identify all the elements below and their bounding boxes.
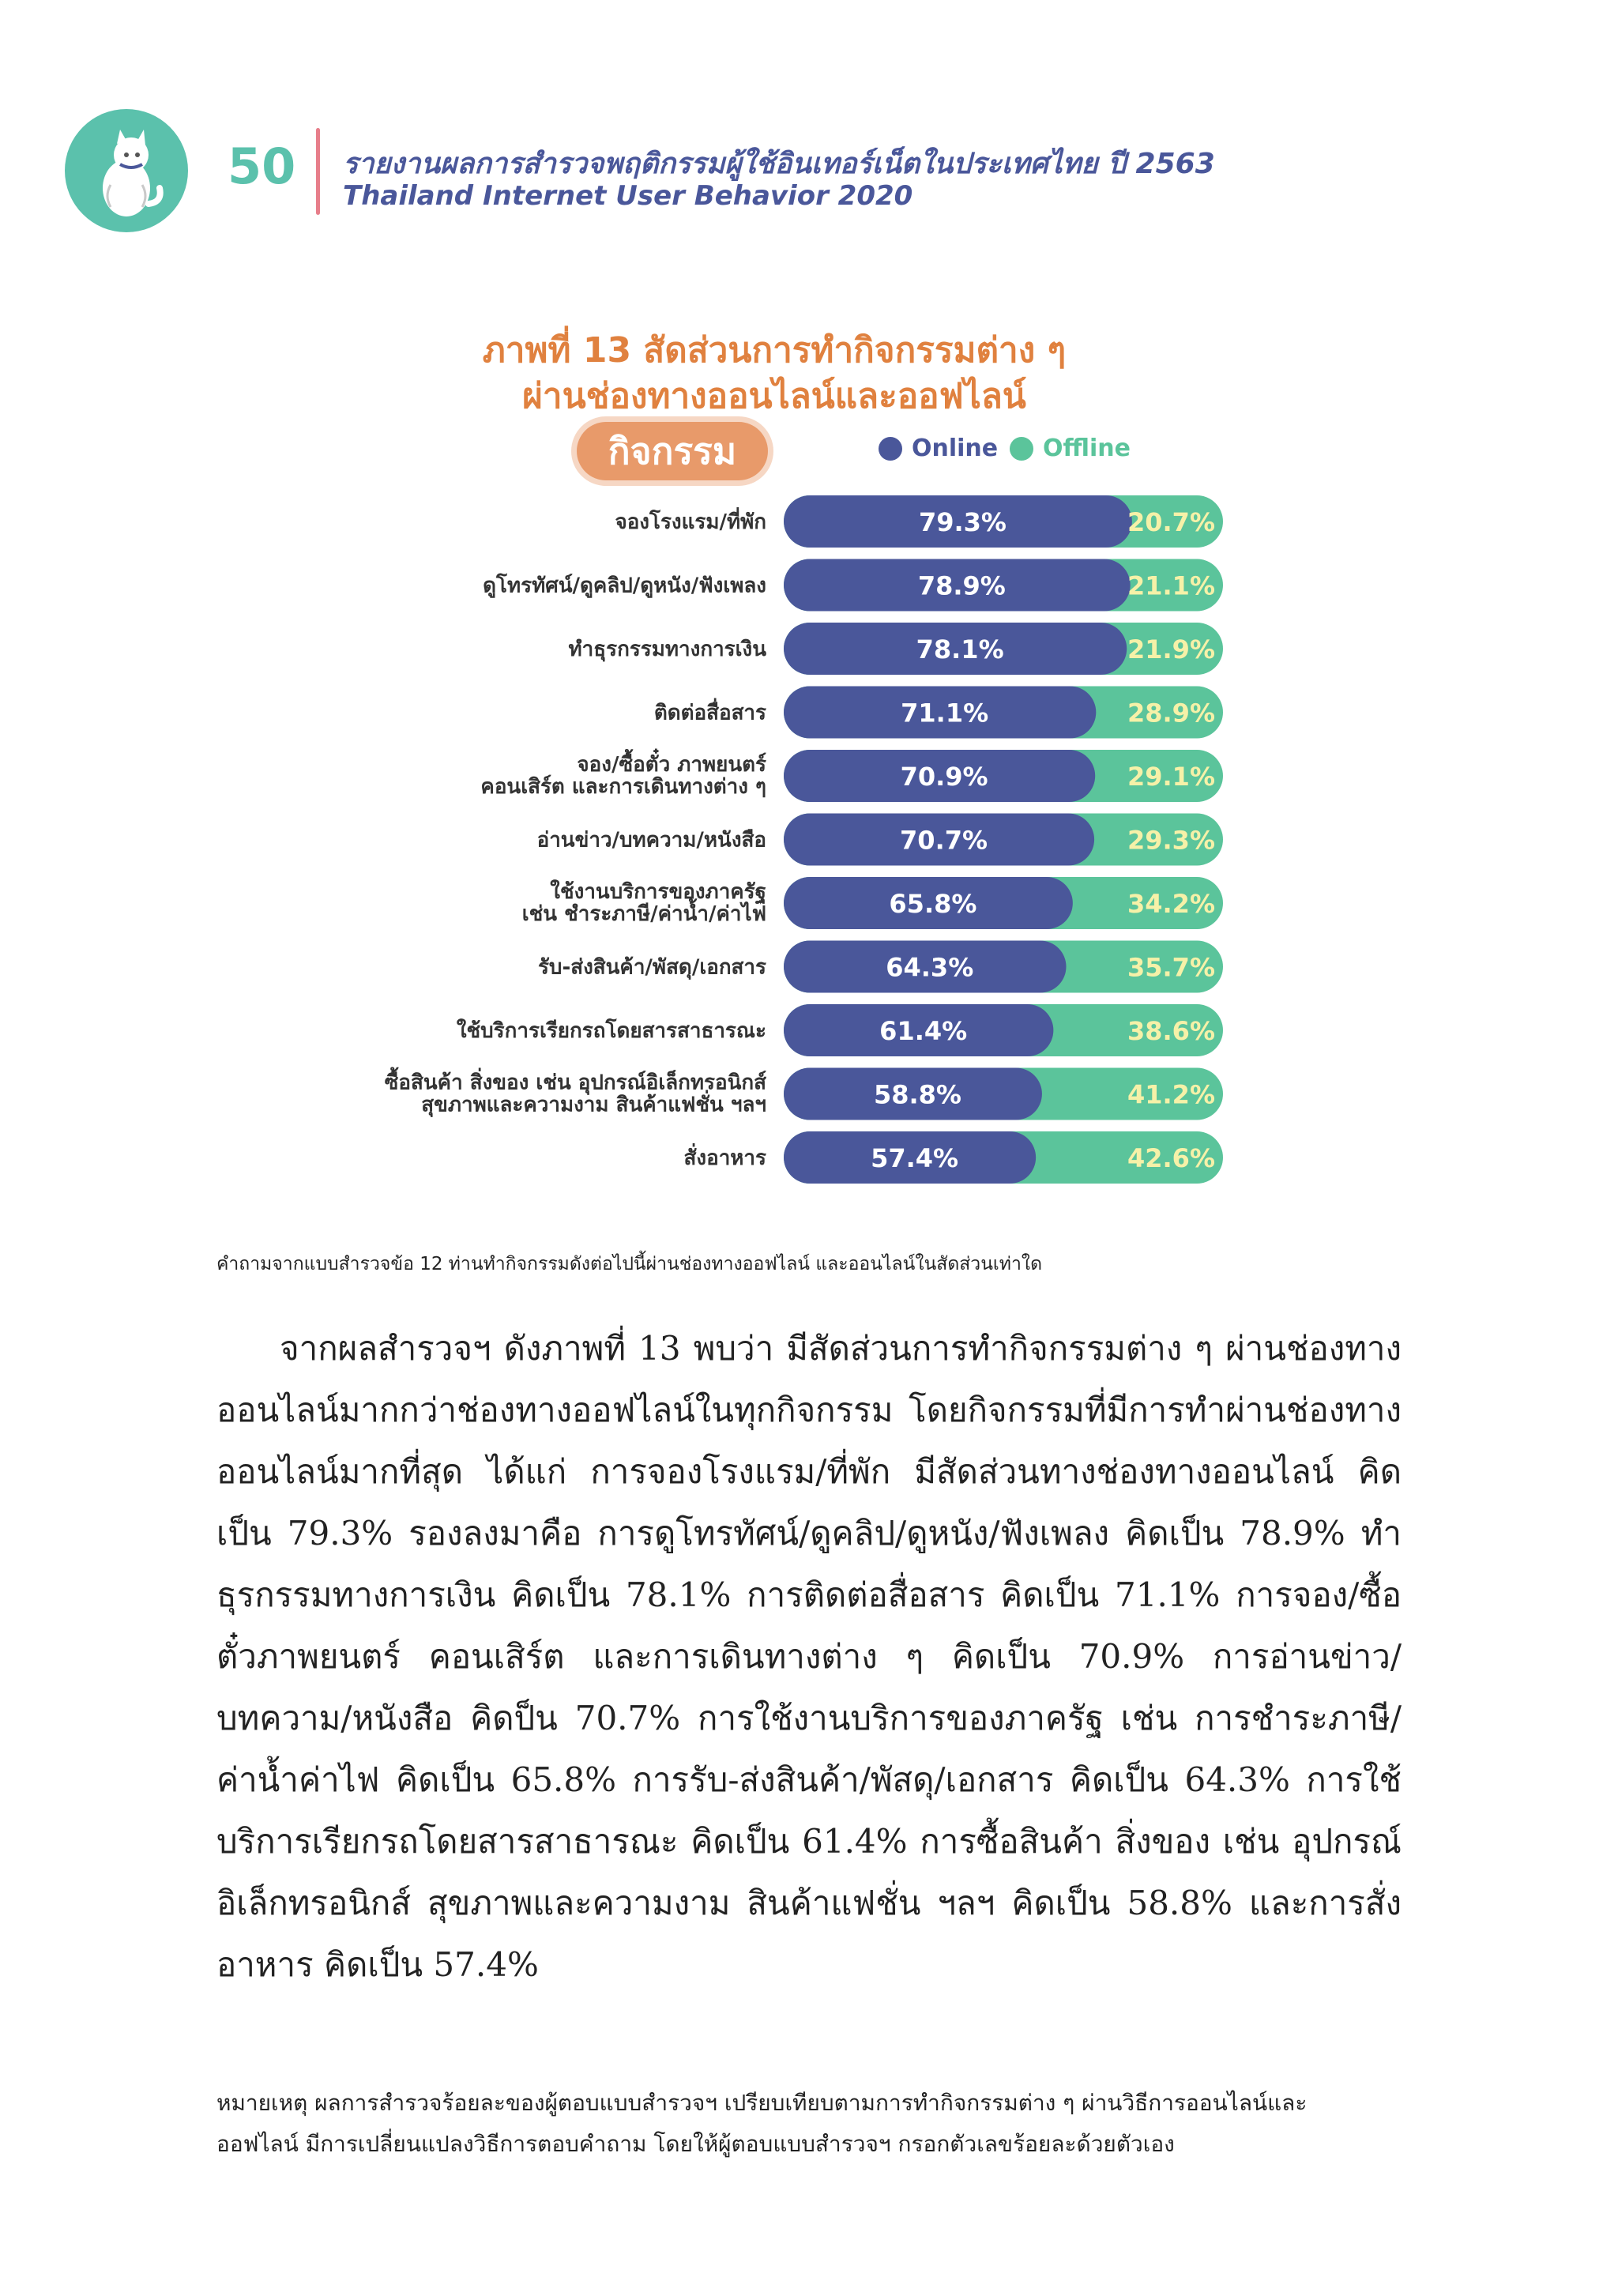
offline-value-label-11: 42.6%	[1127, 1143, 1215, 1173]
offline-value-label-5: 29.1%	[1127, 762, 1215, 792]
footnote	[216, 2083, 1417, 2165]
offline-value-label-3: 21.9%	[1127, 634, 1215, 664]
footnote-line-2: ออฟไลน์ มีการเปลี่ยนแปลงวิธีการตอบคำถาม โดยให้ผู้ตอบแบบสำรวจฯ กรอกตัวเลขร้อยละด้วยตัวเอง	[216, 2131, 1175, 2157]
online-value-label-4: 71.1%	[901, 698, 989, 728]
header-title-en: Thailand Internet User Behavior 2020	[343, 180, 913, 212]
footnote-line-1: หมายเหตุ ผลการสำรวจร้อยละของผู้ตอบแบบสำรวจฯ เปรียบเทียบตามการทำกิจกรรมต่าง ๆ ผ่านวิธีการออนไลน์และ	[216, 2090, 1308, 2116]
category-label-3: ทำธุรกรรมทางการเงิน	[568, 638, 766, 661]
category-label-7-line-1: ใช้งานบริการของภาครัฐ	[550, 880, 766, 904]
category-label-4: ติดต่อสื่อสาร	[653, 701, 766, 725]
offline-value-label-1: 20.7%	[1127, 507, 1215, 537]
category-label-1: จองโรงแรม/ที่พัก	[615, 510, 766, 534]
online-value-label-10: 58.8%	[873, 1079, 961, 1110]
category-label-11: สั่งอาหาร	[683, 1146, 766, 1170]
legend-online-label: Online	[912, 435, 999, 462]
offline-value-label-4: 28.9%	[1127, 698, 1215, 728]
legend-offline-label: Offline	[1043, 435, 1131, 462]
online-value-label-6: 70.7%	[900, 825, 988, 856]
offline-value-label-9: 38.6%	[1127, 1016, 1215, 1046]
online-value-label-3: 78.1%	[916, 634, 1004, 664]
category-label-8: รับ-ส่งสินค้า/พัสดุ/เอกสาร	[537, 955, 766, 980]
online-value-label-8: 64.3%	[886, 952, 974, 983]
offline-value-label-8: 35.7%	[1127, 952, 1215, 983]
offline-value-label-7: 34.2%	[1127, 889, 1215, 919]
chart-title: ภาพที่ 13 สัดส่วนการทำกิจกรรมต่าง ๆ	[482, 330, 1067, 371]
online-value-label-7: 65.8%	[889, 889, 977, 919]
category-label-6: อ่านข่าว/บทความ/หนังสือ	[536, 828, 766, 853]
offline-value-label-6: 29.3%	[1127, 825, 1215, 856]
offline-value-label-10: 41.2%	[1127, 1079, 1215, 1110]
page-number: 50	[228, 137, 296, 195]
online-value-label-9: 61.4%	[879, 1016, 968, 1046]
category-header-badge: กิจกรรม	[577, 422, 768, 480]
online-value-label-5: 70.9%	[900, 762, 988, 792]
body-paragraph: จากผลสำรวจฯ ดังภาพที่ 13 พบว่า มีสัดส่วนการทำกิจกรรมต่าง ๆ ผ่านช่องทางออนไลน์มากกว่าช่องทางออฟไลน์ในทุกกิจกรรม โดยกิจกรรมที่มีการทำผ่านช่องทางออนไลน์มากที่สุด ได้แก่ การจองโรงแรม/ที่พัก มีสัดส่วนทางช่องทางออนไลน์ คิดเป็น 79.3% รองลงมาคือ การดูโทรทัศน์/ดูคลิป/ดูหนัง/ฟังเพลง คิดเป็น 78.9% ทำธุรกรรมทางการเงิน คิดเป็น 78.1% การติดต่อสื่อสาร คิดเป็น 71.1% การจอง/ซื้อตั๋วภาพยนตร์ คอนเสิร์ต และการเดินทางต่าง ๆ คิดเป็น 70.9% การอ่านข่าว/บทความ/หนังสือ คิดป็น 70.7% การใช้งานบริการของภาครัฐ เช่น การชำระภาษี/ค่าน้ำค่าไฟ คิดเป็น 65.8% การรับ-ส่งสินค้า/พัสดุ/เอกสาร คิดเป็น 64.3% การใช้บริการเรียกรถโดยสารสาธารณะ คิดเป็น 61.4% การซื้อสินค้า สิ่งของ เช่น อุปกรณ์อิเล็กทรอนิกส์ สุขภาพและความงาม สินค้าแฟชั่น ฯลฯ คิดเป็น 58.8% และการสั่งอาหาร คิดเป็น 57.4%	[216, 1329, 1402, 1984]
category-label-2: ดูโทรทัศน์/ดูคลิป/ดูหนัง/ฟังเพลง	[483, 574, 766, 598]
offline-value-label-2: 21.1%	[1127, 570, 1215, 601]
header-title-th: รายงานผลการสำรวจพฤติกรรมผู้ใช้อินเทอร์เน็ตในประเทศไทย ปี 2563	[343, 148, 1215, 180]
online-value-label-1: 79.3%	[918, 507, 1007, 537]
category-label-7-line-2: เช่น ชำระภาษี/ค่าน้ำ/ค่าไฟ	[521, 902, 766, 926]
category-label-10-line-1: ซื้อสินค้า สิ่งของ เช่น อุปกรณ์อิเล็กทรอนิกส์	[384, 1071, 766, 1095]
category-label-10-line-2: สุขภาพและความงาม สินค้าแฟชั่น ฯลฯ	[421, 1093, 766, 1117]
online-value-label-11: 57.4%	[871, 1143, 959, 1173]
category-label-9: ใช้บริการเรียกรถโดยสารสาธารณะ	[456, 1019, 766, 1043]
online-value-label-2: 78.9%	[917, 570, 1006, 601]
survey-question: คำถามจากแบบสำรวจข้อ 12 ท่านทำกิจกรรมดังต่อไปนี้ผ่านช่องทางออฟไลน์ และออนไลน์ในสัดส่วนเท่าใด	[216, 1254, 1043, 1274]
category-label-5-line-1: จอง/ซื้อตั๋ว ภาพยนตร์	[577, 753, 766, 777]
chart-subtitle: ผ่านช่องทางออนไลน์และออฟไลน์	[522, 376, 1026, 416]
category-label-5-line-2: คอนเสิร์ต และการเดินทางต่าง ๆ	[480, 775, 766, 799]
